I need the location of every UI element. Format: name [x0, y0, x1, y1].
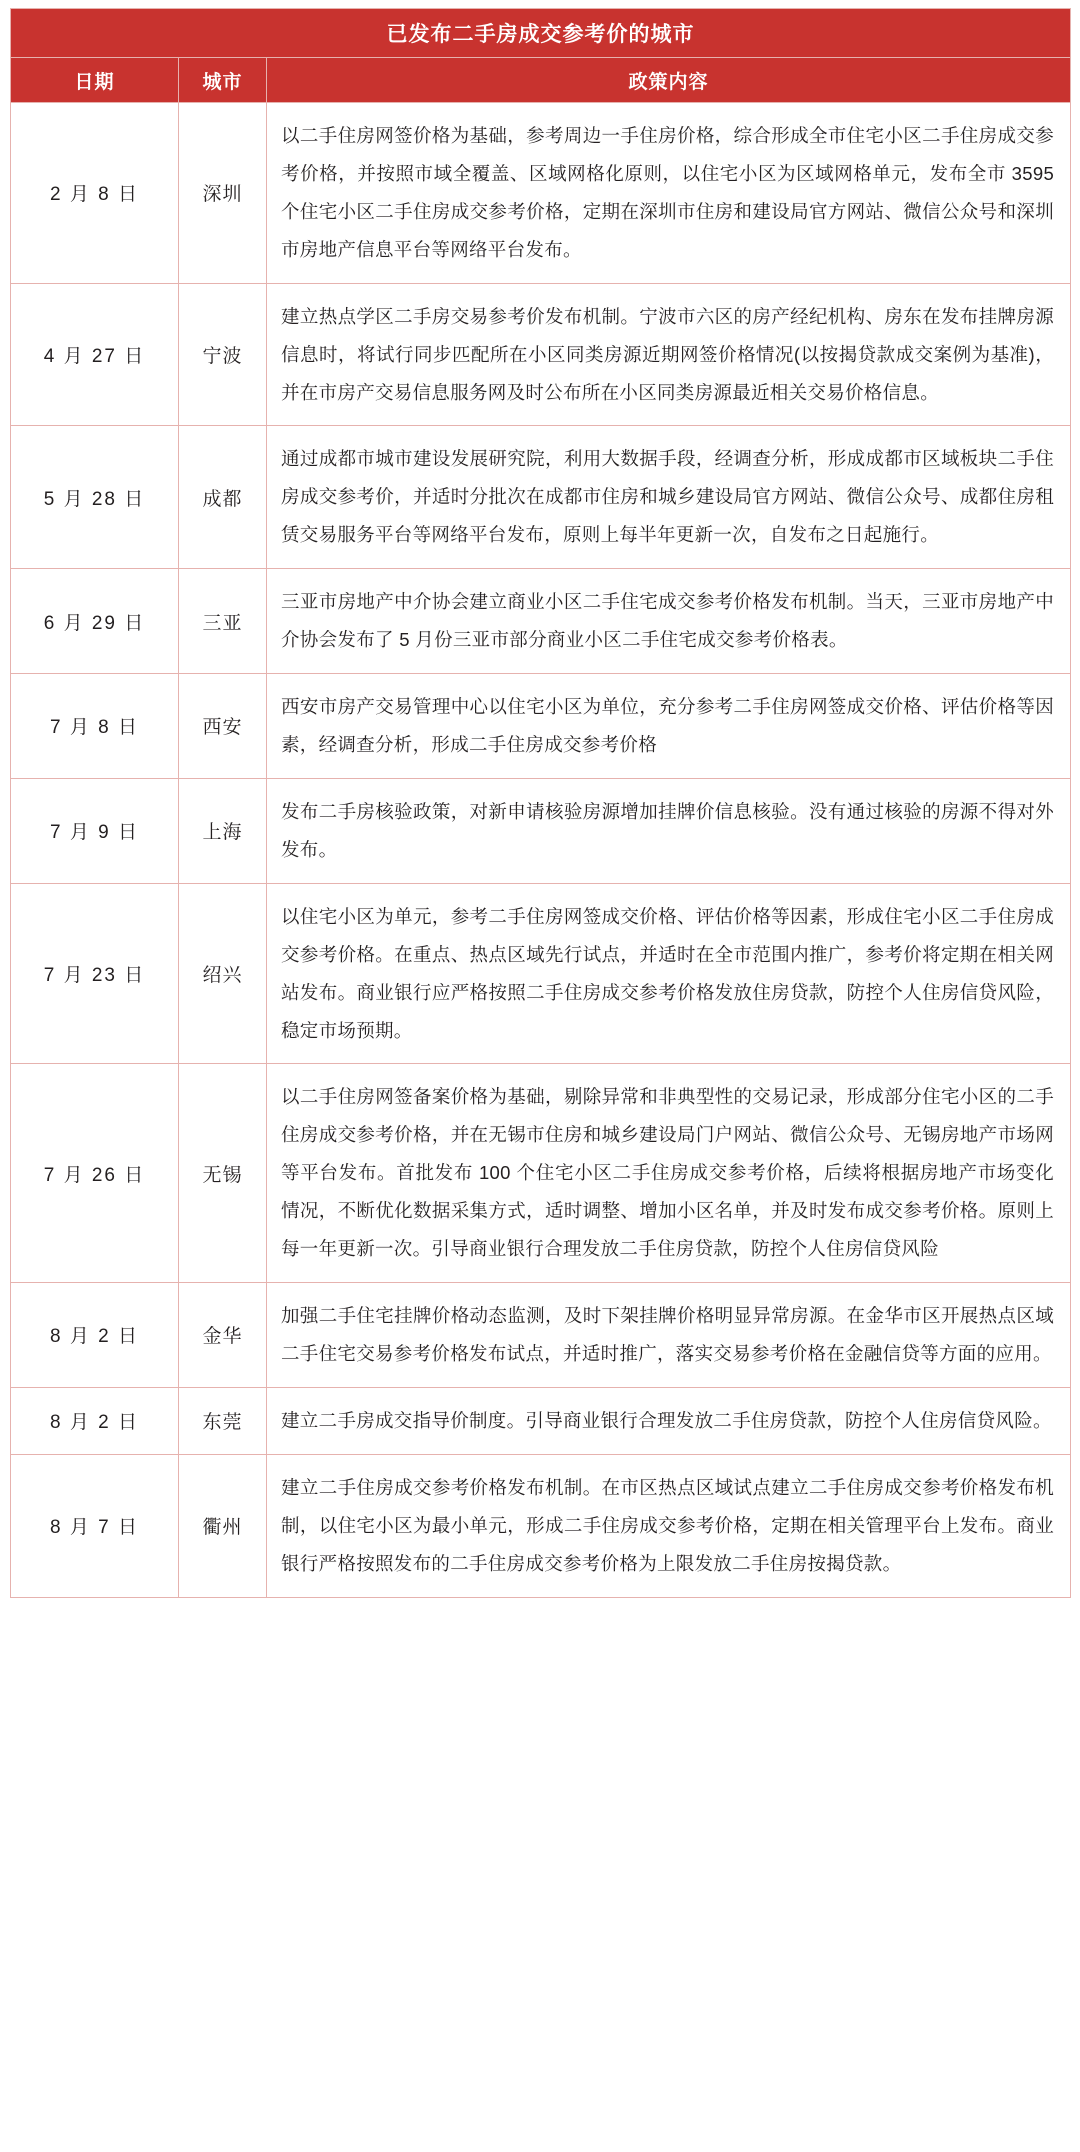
content-paragraph: 发布二手房核验政策，对新申请核验房源增加挂牌价信息核验。没有通过核验的房源不得对外发布。 — [281, 800, 1055, 860]
table-row — [11, 1064, 1071, 1283]
content-paragraph: 三亚市房地产中介协会建立商业小区二手住宅成交参考价格发布机制。当天，三亚市房地产中介协会发布了 5 月份三亚市部分商业小区二手住宅成交参考价格表。 — [281, 591, 1055, 651]
table-row — [11, 1387, 1071, 1454]
cell-content — [267, 103, 1071, 284]
content-paragraph: 建立二手住房成交参考价格发布机制。在市区热点区域试点建立二手住房成交参考价格发布机制，以住宅小区为最小单元，形成二手住房成交参考价格，定期在相关管理平台上发布。商业银行严格按照发布的二手住房成交参考价格为上限发放二手住房按揭贷款。 — [281, 1476, 1055, 1574]
table-row — [11, 674, 1071, 779]
content-paragraph: 通过成都市城市建设发展研究院，利用大数据手段，经调查分析，形成成都市区域板块二手住房成交参考价，并适时分批次在成都市住房和城乡建设局官方网站、微信公众号、成都住房租赁交易服务平台等网络平台发布，原则上每半年更新一次，自发布之日起施行。 — [281, 448, 1055, 546]
cell-date: 4 月 27 日 — [11, 283, 179, 426]
cell-content — [267, 283, 1071, 426]
cell-content — [267, 1064, 1071, 1283]
cell-content — [267, 1454, 1071, 1597]
table-row — [11, 778, 1071, 883]
table-row — [11, 1454, 1071, 1597]
cell-date: 8 月 2 日 — [11, 1387, 179, 1454]
cell-city: 无锡 — [179, 1064, 267, 1283]
cell-city: 宁波 — [179, 283, 267, 426]
cell-content — [267, 674, 1071, 779]
cell-city: 上海 — [179, 778, 267, 883]
content-paragraph: 以住宅小区为单元，参考二手住房网签成交价格、评估价格等因素，形成住宅小区二手住房成交参考价格。在重点、热点区域先行试点，并适时在全市范围内推广，参考价将定期在相关网站发布。商业银行应严格按照二手住房成交参考价格发放住房贷款，防控个人住房信贷风险，稳定市场预期。 — [281, 905, 1055, 1041]
cell-city: 三亚 — [179, 569, 267, 674]
table-row — [11, 883, 1071, 1064]
cell-content — [267, 778, 1071, 883]
content-paragraph: 建立二手房成交指导价制度。引导商业银行合理发放二手住房贷款，防控个人住房信贷风险。 — [281, 1409, 1052, 1431]
cell-date: 8 月 2 日 — [11, 1283, 179, 1388]
content-paragraph: 以二手住房网签价格为基础，参考周边一手住房价格，综合形成全市住宅小区二手住房成交参考价格，并按照市域全覆盖、区域网格化原则，以住宅小区为区域网格单元，发布全市 3595 个住宅小区二手住房成交参考价格，定期在深圳市住房和建设局官方网站、微信公众号和深圳市房地产信息平台等网络平台发布。 — [281, 125, 1055, 260]
table-row — [11, 103, 1071, 284]
cell-city: 绍兴 — [179, 883, 267, 1064]
cell-city: 东莞 — [179, 1387, 267, 1454]
cell-content — [267, 883, 1071, 1064]
column-header-content: 政策内容 — [267, 58, 1071, 103]
column-header-date: 日期 — [11, 58, 179, 103]
cell-date: 2 月 8 日 — [11, 103, 179, 284]
cell-date: 7 月 26 日 — [11, 1064, 179, 1283]
cell-date: 7 月 8 日 — [11, 674, 179, 779]
cell-city: 深圳 — [179, 103, 267, 284]
cell-city: 衢州 — [179, 1454, 267, 1597]
table-title: 已发布二手房成交参考价的城市 — [11, 9, 1071, 58]
table-body — [11, 103, 1071, 1598]
cell-date: 6 月 29 日 — [11, 569, 179, 674]
table-row — [11, 569, 1071, 674]
table-row — [11, 1283, 1071, 1388]
cell-city: 西安 — [179, 674, 267, 779]
cell-date: 7 月 9 日 — [11, 778, 179, 883]
table-row — [11, 426, 1071, 569]
cell-city: 金华 — [179, 1283, 267, 1388]
cell-content — [267, 426, 1071, 569]
table-column-header-row — [11, 58, 1071, 103]
cell-city: 成都 — [179, 426, 267, 569]
column-header-city: 城市 — [179, 58, 267, 103]
table-row — [11, 283, 1071, 426]
policy-table — [10, 8, 1071, 1598]
content-paragraph: 加强二手住宅挂牌价格动态监测，及时下架挂牌价格明显异常房源。在金华市区开展热点区域二手住宅交易参考价格发布试点，并适时推广，落实交易参考价格在金融信贷等方面的应用。 — [281, 1305, 1055, 1364]
cell-date: 5 月 28 日 — [11, 426, 179, 569]
cell-content — [267, 1283, 1071, 1388]
content-paragraph: 建立热点学区二手房交易参考价发布机制。宁波市六区的房产经纪机构、房东在发布挂牌房源信息时，将试行同步匹配所在小区同类房源近期网签价格情况(以按揭贷款成交案例为基准)，并在市房产交易信息服务网及时公布所在小区同类房源最近相关交易价格信息。 — [281, 305, 1055, 403]
cell-date: 7 月 23 日 — [11, 883, 179, 1064]
content-paragraph: 西安市房产交易管理中心以住宅小区为单位，充分参考二手住房网签成交价格、评估价格等因素，经调查分析，形成二手住房成交参考价格 — [281, 696, 1055, 755]
table-header — [11, 9, 1071, 103]
table-title-row — [11, 9, 1071, 58]
cell-content — [267, 569, 1071, 674]
cell-content — [267, 1387, 1071, 1454]
cell-date: 8 月 7 日 — [11, 1454, 179, 1597]
content-paragraph: 以二手住房网签备案价格为基础，剔除异常和非典型性的交易记录，形成部分住宅小区的二手住房成交参考价格，并在无锡市住房和城乡建设局门户网站、微信公众号、无锡房地产市场网等平台发布。首批发布 100 个住宅小区二手住房成交参考价格，后续将根据房地产市场变化情况，不断优化数据采集方式，适时调整、增加小区名单，并及时发布成交参考价格。原则上每一年更新一次。引导商业银行合理发放二手住房贷款，防控个人住房信贷风险 — [281, 1086, 1055, 1260]
